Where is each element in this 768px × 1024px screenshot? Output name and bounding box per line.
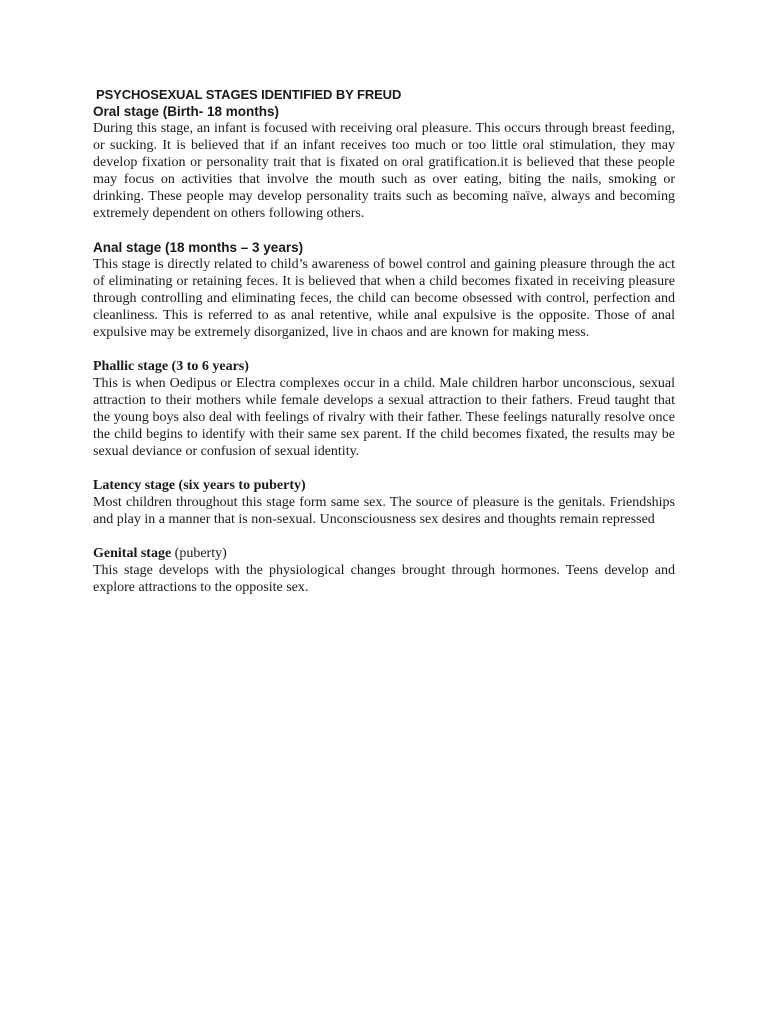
heading-text: Latency stage (six years to puberty) (93, 478, 306, 493)
section-heading (93, 358, 675, 375)
heading-note: (puberty) (171, 546, 227, 561)
section-heading (93, 545, 675, 562)
section-body: Most children throughout this stage form same sex. The source of pleasure is the genitals. Friendships and play in a manner that is non-sexual. Unconsciousness sex desires and thoughts remain repressed (93, 495, 675, 527)
section-heading (93, 477, 675, 494)
heading-text: Genital stage (93, 546, 172, 561)
document-title: PSYCHOSEXUAL STAGES IDENTIFIED BY FREUD (96, 87, 402, 102)
heading-text: Anal stage (18 months – 3 years) (93, 240, 304, 255)
section-heading (93, 103, 675, 120)
heading-text: Phallic stage (3 to 6 years) (93, 359, 249, 374)
heading-text: Oral stage (Birth- 18 months) (93, 104, 280, 119)
section-body: This stage is directly related to child’s awareness of bowel control and gaining pleasure through the act of eliminating or retaining feces. It is believed that when a child becomes fixated in receiving pleasure through controlling and eliminating feces, the child can become obsessed with control, perfection and cleanliness. This is referred to as anal retentive, while anal expulsive is the opposite. Those of anal expulsive may be extremely disorganized, live in chaos and are known for making mess. (93, 257, 675, 340)
section-body: This stage develops with the physiological changes brought through hormones. Teens develop and explore attractions to the opposite sex. (93, 563, 675, 595)
section-body: This is when Oedipus or Electra complexes occur in a child. Male children harbor unconscious, sexual attraction to their mothers while female develops a sexual attraction to their fathers. Freud taught that the young boys also deal with feelings of rivalry with their father. These feelings naturally resolve once the child begins to identify with their same sex parent. If the child becomes fixated, the results may be sexual deviance or confusion of sexual identity. (93, 376, 675, 459)
section-phallic-stage (93, 358, 675, 460)
section-anal-stage (93, 239, 675, 341)
section-genital-stage (93, 545, 675, 596)
section-body: During this stage, an infant is focused with receiving oral pleasure. This occurs through breast feeding, or sucking. It is believed that if an infant receives too much or too little oral stimulation, they may develop fixation or personality trait that is fixated on oral gratification.it is believed that these people may focus on activities that involve the mouth such as over eating, biting the nails, smoking or drinking. These people may develop personality traits such as becoming naïve, always and becoming extremely dependent on others following others. (93, 121, 675, 221)
document-page (93, 86, 675, 613)
section-oral-stage (93, 103, 675, 222)
section-latency-stage (93, 477, 675, 528)
section-heading (93, 239, 675, 256)
